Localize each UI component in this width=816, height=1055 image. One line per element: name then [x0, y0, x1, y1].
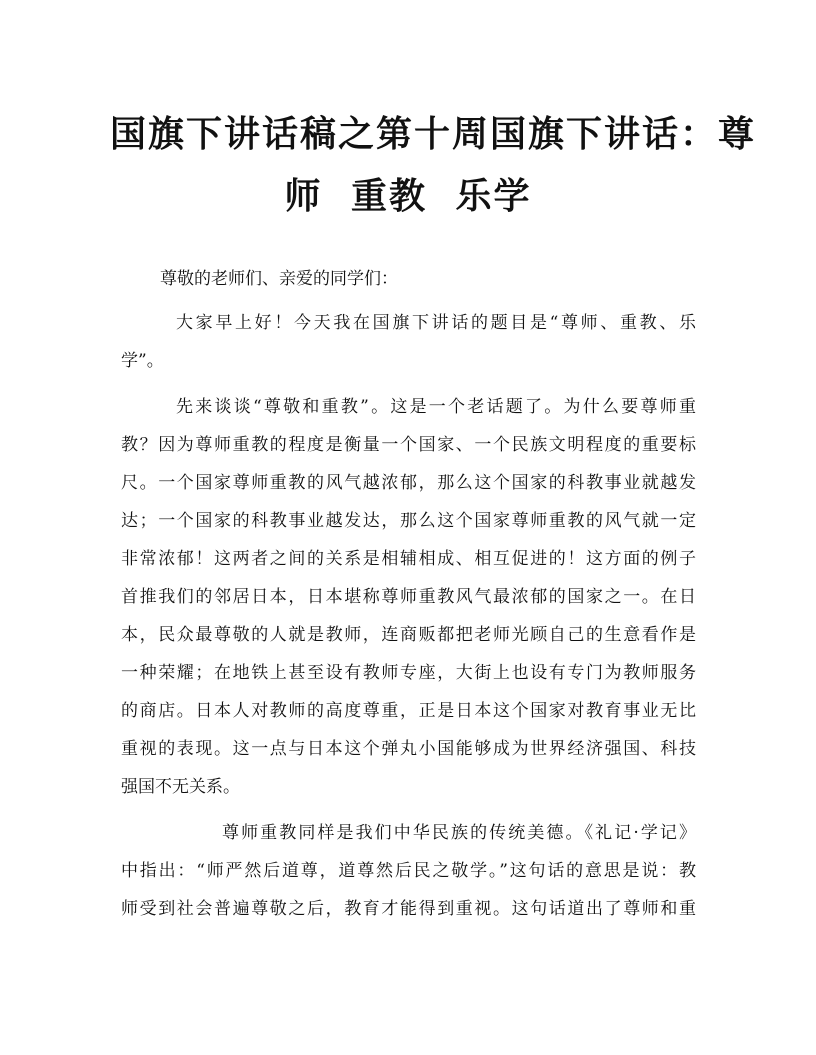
body-line: 首推我们的邻居日本，日本堪称尊师重教风气最浓郁的国家之一。在日 — [121, 587, 696, 607]
body-line: 达；一个国家的科教事业越发达，那么这个国家尊师重教的风气就一定 — [121, 511, 696, 531]
title-line-2: 师 重教 乐学 — [284, 175, 532, 217]
body-line: 教？因为尊师重教的程度是衡量一个国家、一个民族文明程度的重要标 — [121, 435, 696, 455]
body-line: 尺。一个国家尊师重教的风气越浓郁，那么这个国家的科教事业就越发 — [121, 473, 696, 493]
body-line: 先来谈谈“尊敬和重教”。这是一个老话题了。为什么要尊师重 — [176, 397, 696, 417]
body-line: 中指出：“师严然后道尊，道尊然后民之敬学。”这句话的意思是说：教 — [121, 861, 696, 881]
body-line: 大家早上好！今天我在国旗下讲话的题目是“尊师、重教、乐 — [176, 313, 696, 333]
salutation-line: 尊敬的老师们、亲爱的同学们： — [160, 269, 398, 289]
title-line-1: 国旗下讲话稿之第十周国旗下讲话：尊 — [110, 113, 757, 155]
body-line: 本，民众最尊敬的人就是教师，连商贩都把老师光顾自己的生意看作是 — [121, 625, 696, 645]
body-line: 一种荣耀；在地铁上甚至设有教师专座，大街上也设有专门为教师服务 — [121, 663, 696, 683]
body-line: 尊师重教同样是我们中华民族的传统美德。《礼记·学记》 — [222, 823, 696, 843]
body-line: 的商店。日本人对教师的高度尊重，正是日本这个国家对教育事业无比 — [121, 701, 696, 721]
body-line: 非常浓郁！这两者之间的关系是相辅相成、相互促进的！这方面的例子 — [121, 549, 696, 569]
body-line: 学”。 — [121, 351, 164, 371]
body-line: 强国不无关系。 — [121, 777, 240, 797]
body-line: 重视的表现。这一点与日本这个弹丸小国能够成为世界经济强国、科技 — [121, 739, 696, 759]
body-line: 师受到社会普遍尊敬之后，教育才能得到重视。这句话道出了尊师和重 — [121, 899, 696, 919]
